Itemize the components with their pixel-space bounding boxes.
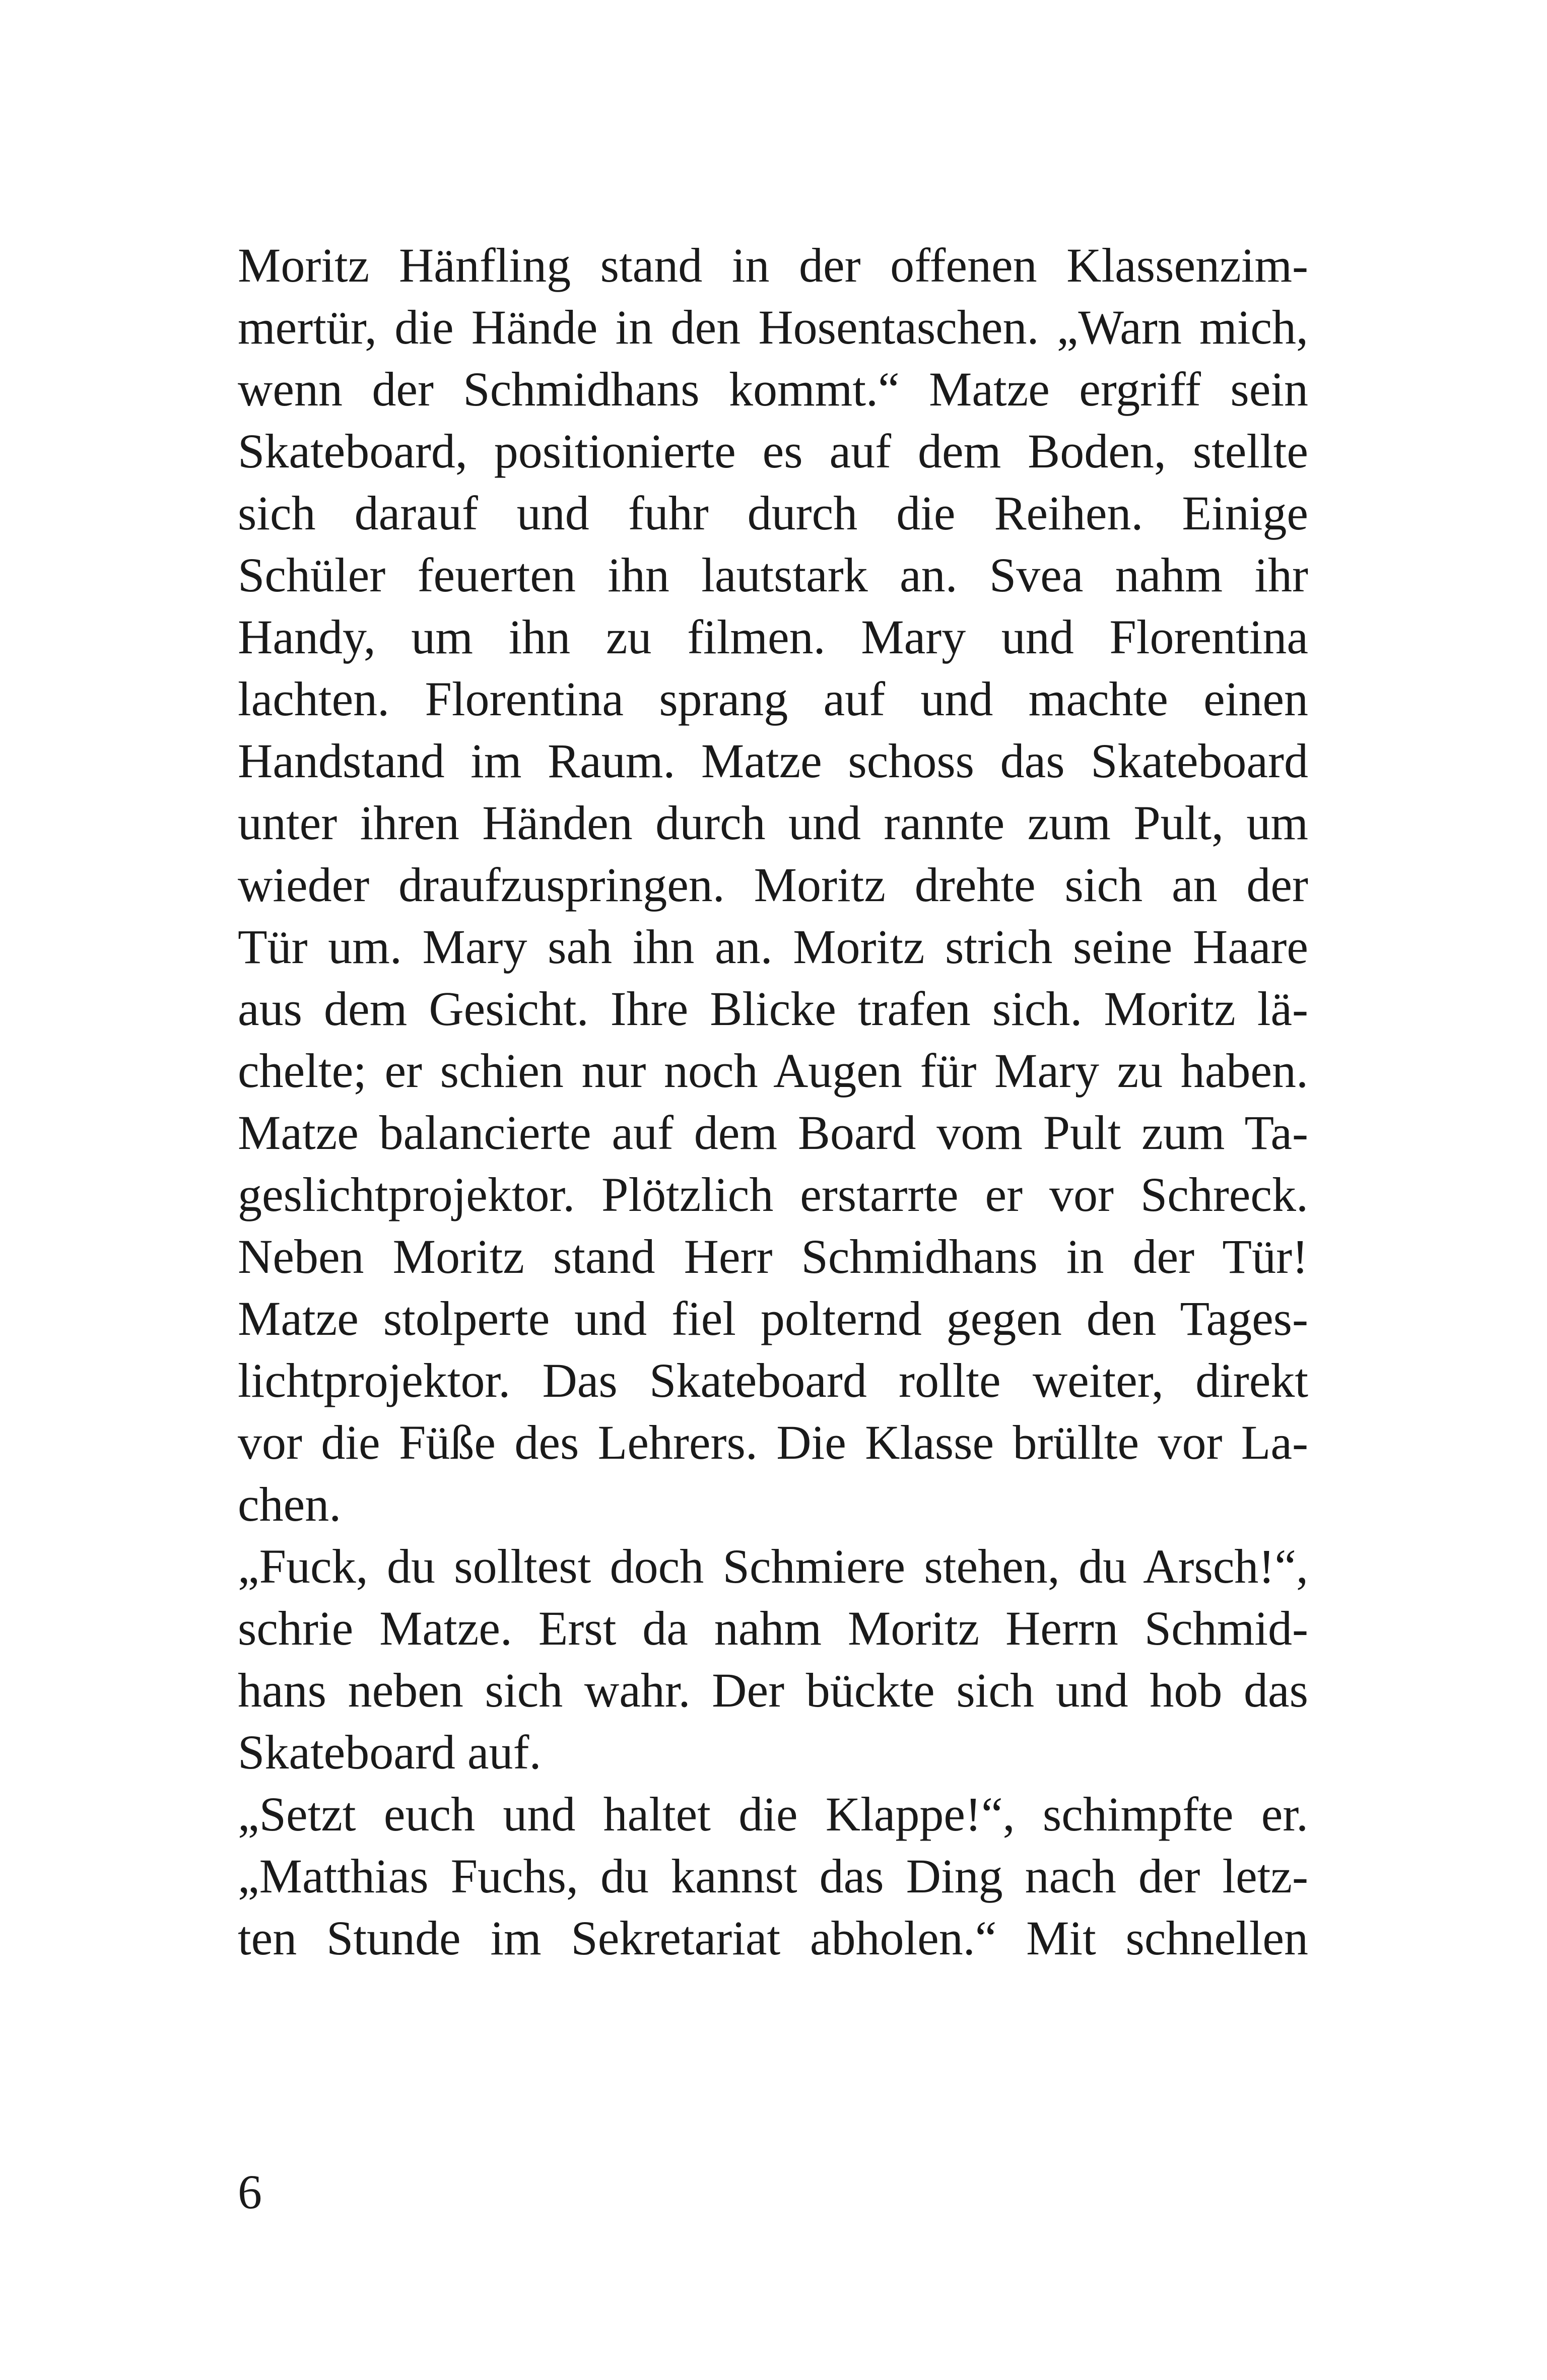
text-line: Handy, um ihn zu filmen. Mary und Florentina [238,610,1308,664]
text-line: Handstand im Raum. Matze schoss das Skateboard [238,734,1308,788]
text-line: aus dem Gesicht. Ihre Blicke trafen sich. Moritz lä- [238,982,1308,1036]
text-line: mertür, die Hände in den Hosentaschen. „Warn mich, [238,300,1308,354]
text-line: lachten. Florentina sprang auf und machte einen [238,672,1308,726]
text-line: „Matthias Fuchs, du kannst das Ding nach der letz- [238,1849,1308,1903]
text-line: Skateboard, positionierte es auf dem Boden, stellte [238,424,1308,478]
text-line: vor die Füße des Lehrers. Die Klasse brüllte vor La- [238,1415,1308,1469]
text-line: Matze balancierte auf dem Board vom Pult zum Ta- [238,1106,1308,1160]
text-line: Neben Moritz stand Herr Schmidhans in der Tür! [238,1230,1308,1283]
text-line: Matze stolperte und fiel polternd gegen den Tages- [238,1291,1308,1345]
text-line: „Setzt euch und haltet die Klappe!“, schimpfte er. [238,1787,1308,1841]
text-line: Tür um. Mary sah ihn an. Moritz strich seine Haare [238,920,1308,974]
text-line: hans neben sich wahr. Der bückte sich und hob das [238,1663,1308,1717]
text-line: wenn der Schmidhans kommt.“ Matze ergriff sein [238,362,1308,416]
body-text [238,234,1308,1969]
text-line: unter ihren Händen durch und rannte zum Pult, um [238,796,1308,850]
page-number: 6 [238,2165,262,2219]
text-line: Schüler feuerten ihn lautstark an. Svea nahm ihr [238,548,1308,602]
text-line: sich darauf und fuhr durch die Reihen. Einige [238,486,1308,540]
text-line: Skateboard auf. [238,1725,542,1779]
text-line: wieder draufzuspringen. Moritz drehte sich an der [238,858,1308,912]
text-line: ten Stunde im Sekretariat abholen.“ Mit schnellen [238,1911,1308,1965]
text-line: chen. [238,1477,342,1531]
text-line: lichtprojektor. Das Skateboard rollte weiter, direkt [238,1353,1308,1407]
text-line: schrie Matze. Erst da nahm Moritz Herrn Schmid- [238,1601,1308,1655]
text-line: geslichtprojektor. Plötzlich erstarrte er vor Schreck. [238,1168,1308,1221]
text-line: Moritz Hänfling stand in der offenen Klassenzim- [238,238,1308,292]
text-line: „Fuck, du solltest doch Schmiere stehen, du Arsch!“, [238,1539,1308,1593]
text-line: chelte; er schien nur noch Augen für Mary zu haben. [238,1044,1308,1098]
